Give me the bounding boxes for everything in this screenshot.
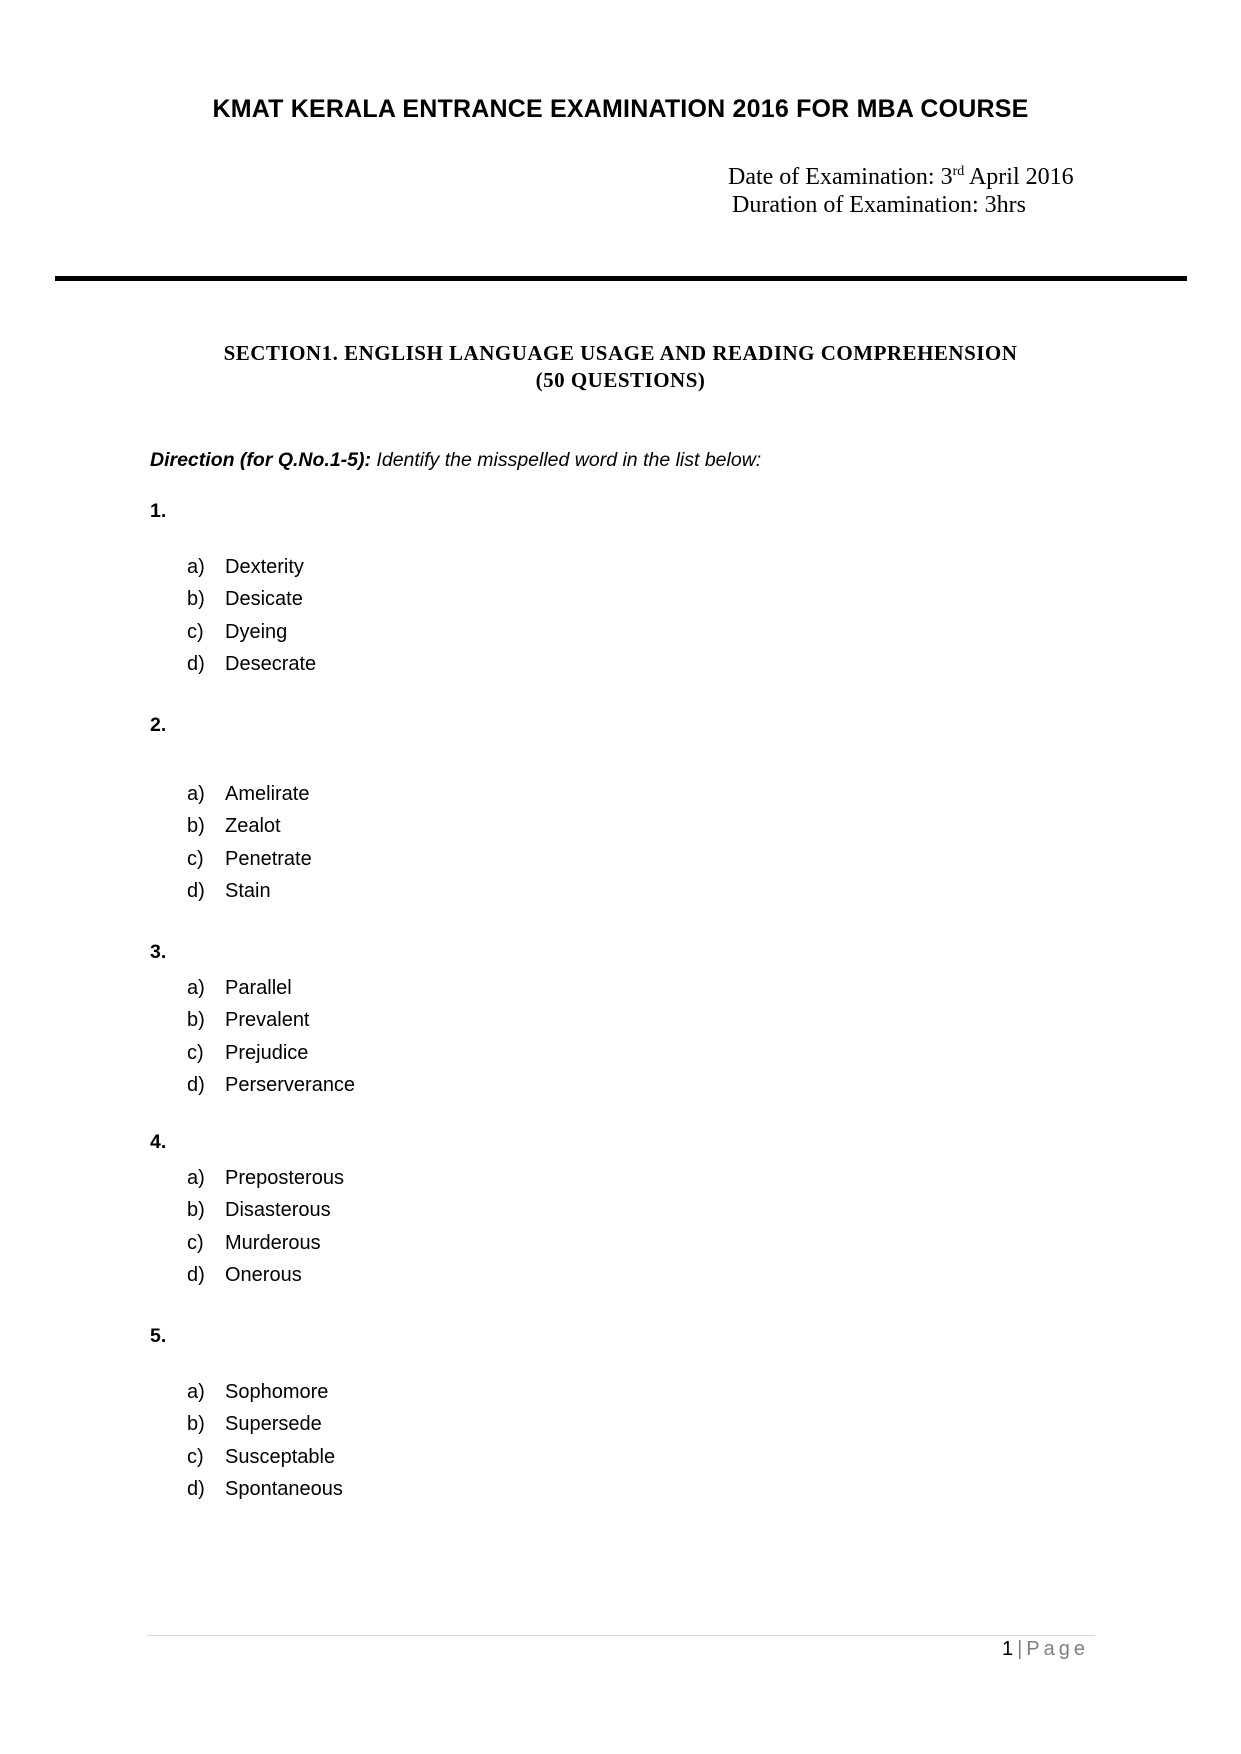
header-divider — [55, 276, 1187, 281]
option-letter: b) — [187, 1199, 205, 1222]
option-item — [187, 1259, 344, 1291]
option-text: Prejudice — [225, 1041, 309, 1064]
option-item — [187, 648, 316, 680]
question-number: 3. — [150, 941, 167, 963]
option-item — [187, 1069, 355, 1101]
option-item — [187, 843, 312, 875]
exam-date-suffix: rd — [952, 164, 965, 179]
option-text: Prevalent — [225, 1009, 310, 1032]
question-options — [187, 778, 312, 907]
option-letter: c) — [187, 1231, 204, 1254]
question-number: 5. — [150, 1325, 167, 1347]
option-item — [187, 972, 355, 1004]
option-text: Zealot — [225, 815, 281, 838]
option-letter: c) — [187, 847, 204, 870]
option-letter: d) — [187, 1477, 205, 1500]
option-letter: c) — [187, 1445, 204, 1468]
option-text: Sophomore — [225, 1381, 329, 1403]
exam-meta — [728, 163, 1074, 219]
exam-date — [728, 163, 1074, 191]
option-item — [187, 1037, 355, 1069]
option-item — [187, 778, 312, 810]
option-item — [187, 1194, 344, 1226]
option-item — [187, 1376, 343, 1408]
option-letter: a) — [187, 1381, 205, 1403]
footer-divider — [147, 1635, 1095, 1636]
option-text: Desicate — [225, 588, 303, 611]
section-title — [0, 340, 1241, 394]
option-item — [187, 616, 316, 648]
direction-instruction: Identify the misspelled word in the list below: — [371, 449, 762, 471]
option-text: Murderous — [225, 1231, 321, 1254]
option-text: Spontaneous — [225, 1477, 343, 1500]
option-text: Supersede — [225, 1413, 322, 1436]
footer-separator: | — [1017, 1638, 1023, 1660]
option-text: Dexterity — [225, 556, 304, 578]
option-letter: b) — [187, 1413, 205, 1436]
option-item — [187, 551, 316, 583]
option-item — [187, 875, 312, 907]
option-text: Perserverance — [225, 1073, 356, 1096]
option-text: Preposterous — [225, 1167, 344, 1189]
option-item — [187, 1227, 344, 1259]
option-text: Penetrate — [225, 847, 312, 870]
option-letter: a) — [187, 977, 205, 999]
exam-duration: Duration of Examination: 3hrs — [732, 192, 1026, 218]
exam-date-rest: April 2016 — [964, 164, 1074, 190]
option-text: Susceptable — [225, 1445, 336, 1468]
direction-text — [150, 449, 761, 472]
option-text: Dyeing — [225, 620, 288, 643]
direction-label: Direction (for Q.No.1-5): — [150, 449, 372, 471]
option-text: Disasterous — [225, 1199, 331, 1222]
page-footer — [1002, 1638, 1089, 1661]
option-letter: c) — [187, 620, 204, 643]
page-word: Page — [1026, 1638, 1089, 1660]
question-options — [187, 551, 316, 680]
question-options — [187, 972, 355, 1101]
option-text: Stain — [225, 879, 271, 902]
question-options — [187, 1376, 343, 1505]
question-options — [187, 1162, 344, 1291]
option-letter: b) — [187, 588, 205, 611]
option-text: Desecrate — [225, 652, 317, 675]
section-title-line1: SECTION1. ENGLISH LANGUAGE USAGE AND READING COMPREHENSION — [223, 341, 1018, 365]
option-item — [187, 810, 312, 842]
exam-title: KMAT KERALA ENTRANCE EXAMINATION 2016 FOR MBA COURSE — [212, 95, 1029, 123]
exam-date-label: Date of Examination: 3 — [728, 164, 953, 190]
option-text: Amelirate — [225, 783, 310, 805]
option-item — [187, 1162, 344, 1194]
option-item — [187, 1473, 343, 1505]
option-letter: d) — [187, 879, 205, 902]
option-letter: c) — [187, 1041, 204, 1064]
option-letter: a) — [187, 1167, 205, 1189]
section-title-line2: (50 QUESTIONS) — [535, 368, 706, 392]
option-letter: a) — [187, 783, 205, 805]
option-text: Onerous — [225, 1263, 302, 1286]
option-letter: b) — [187, 1009, 205, 1032]
option-letter: d) — [187, 1073, 205, 1096]
question-number: 1. — [150, 500, 167, 522]
option-letter: b) — [187, 815, 205, 838]
option-text: Parallel — [225, 977, 292, 999]
question-number: 4. — [150, 1131, 167, 1153]
option-item — [187, 1441, 343, 1473]
option-item — [187, 583, 316, 615]
page-number: 1 — [1001, 1638, 1014, 1660]
option-item — [187, 1004, 355, 1036]
option-item — [187, 1408, 343, 1440]
option-letter: a) — [187, 556, 205, 578]
option-letter: d) — [187, 652, 205, 675]
question-number: 2. — [150, 714, 167, 736]
option-letter: d) — [187, 1263, 205, 1286]
